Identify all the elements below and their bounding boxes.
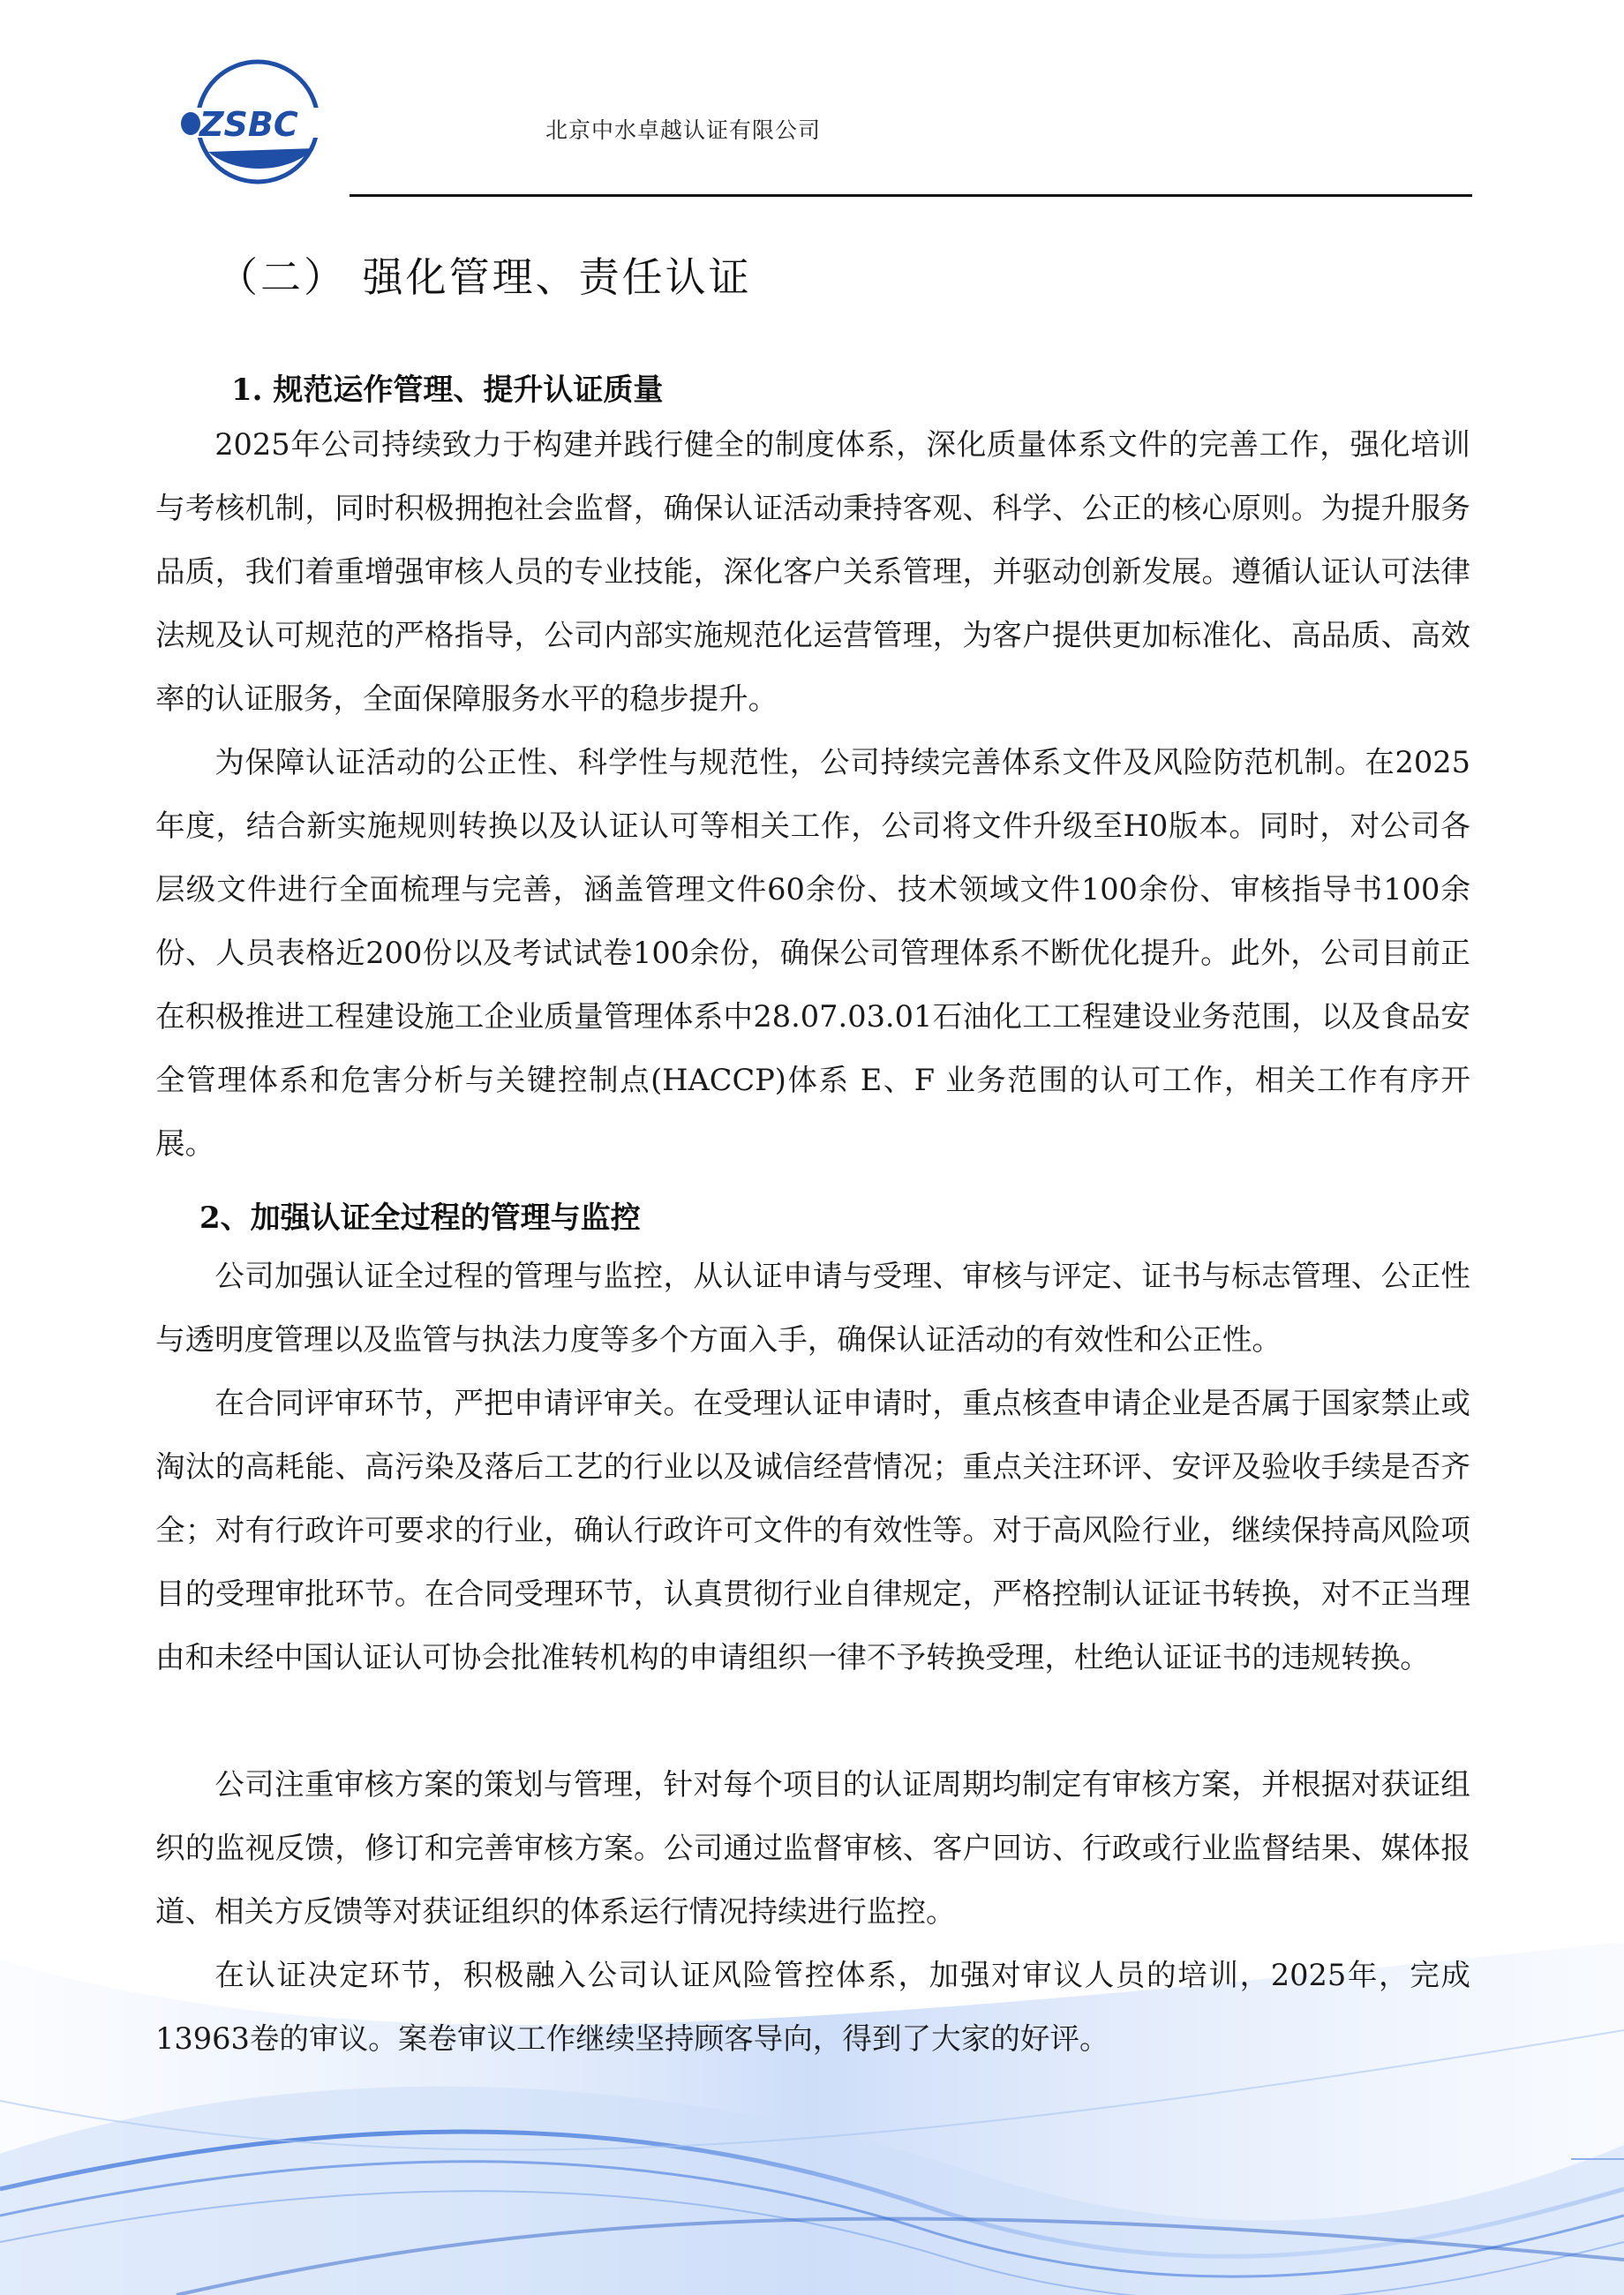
paragraph: 公司注重审核方案的策划与管理，针对每个项目的认证周期均制定有审核方案，并根据对获证组织的监视反馈，修订和完善审核方案。公司通过监督审核、客户回访、行政或行业监督结果、媒体报道、相关方反馈等对获证组织的体系运行情况持续进行监控。 [155, 1767, 1470, 1929]
subsection-heading: 2、加强认证全过程的管理与监控 [199, 1200, 641, 1236]
paragraph: 在认证决定环节，积极融入公司认证风险管控体系，加强对审议人员的培训，2025年，完成13963卷的审议。案卷审议工作继续坚持顾客导向，得到了大家的好评。 [155, 1958, 1470, 2056]
paragraph: 在合同评审环节，严把申请评审关。在受理认证申请时，重点核查申请企业是否属于国家禁止或淘汰的高耗能、高污染及落后工艺的行业以及诚信经营情况；重点关注环评、安评及验收手续是否齐全；对有行政许可要求的行业，确认行政许可文件的有效性等。对于高风险行业，继续保持高风险项目的受理审批环节。在合同受理环节，认真贯彻行业自律规定，严格控制认证证书转换，对不正当理由和未经中国认证认可协会批准转机构的申请组织一律不予转换受理，杜绝认证证书的违规转换。 [155, 1386, 1470, 1674]
paragraph: 为保障认证活动的公正性、科学性与规范性，公司持续完善体系文件及风险防范机制。在2025年度，结合新实施规则转换以及认证认可等相关工作，公司将文件升级至H0版本。同时，对公司各层级文件进行全面梳理与完善，涵盖管理文件60余份、技术领域文件100余份、审核指导书100余份、人员表格近200份以及考试试卷100余份，确保公司管理体系不断优化提升。此外，公司目前正在积极推进工程建设施工企业质量管理体系中28.07.03.01石油化工工程建设业务范围，以及食品安全管理体系和危害分析与关键控制点(HACCP)体系 E、F 业务范围的认可工作，相关工作有序开展。 [155, 745, 1470, 1161]
paragraph: 公司加强认证全过程的管理与监控，从认证申请与受理、审核与评定、证书与标志管理、公正性与透明度管理以及监管与执法力度等多个方面入手，确保认证活动的有效性和公正性。 [155, 1259, 1470, 1357]
paragraph: 2025年公司持续致力于构建并践行健全的制度体系，深化质量体系文件的完善工作，强化培训与考核机制，同时积极拥抱社会监督，确保认证活动秉持客观、科学、公正的核心原则。为提升服务品质，我们着重增强审核人员的专业技能，深化客户关系管理，并驱动创新发展。遵循认证认可法律法规及认可规范的严格指导，公司内部实施规范化运营管理，为客户提供更加标准化、高品质、高效率的认证服务，全面保障服务水平的稳步提升。 [155, 427, 1470, 716]
company-logo [173, 53, 334, 185]
company-name: 北京中水卓越认证有限公司 [545, 117, 822, 143]
subsection-heading: 1. 规范运作管理、提升认证质量 [231, 372, 664, 408]
logo-text: ZSBC [199, 105, 298, 144]
header-divider [350, 194, 1472, 197]
section-title: （二） 强化管理、责任认证 [217, 253, 752, 301]
